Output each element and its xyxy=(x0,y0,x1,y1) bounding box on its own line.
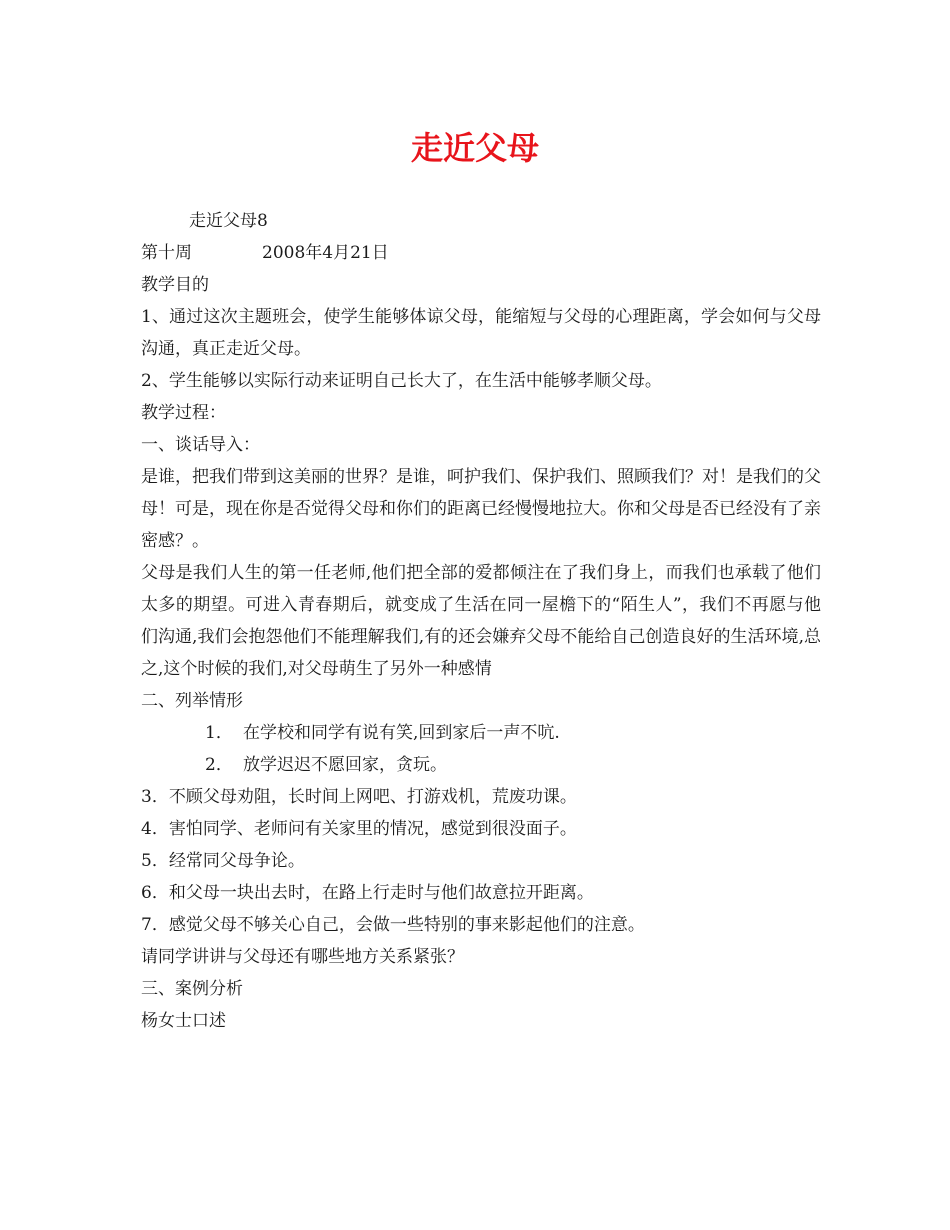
purpose-item-1: 1、通过这次主题班会，使学生能够体谅父母，能缩短与父母的心理距离，学会如何与父母沟通，真正走近父母。 xyxy=(141,307,821,359)
list-item-3: 3．不顾父母劝阻，长时间上网吧、打游戏机，荒废功课。 xyxy=(141,787,577,807)
meta-row xyxy=(141,237,821,269)
purpose-heading: 教学目的 xyxy=(141,275,209,295)
list-text: 在学校和同学有说有笑,回到家后一声不吭. xyxy=(243,723,560,743)
list-item xyxy=(141,717,821,749)
process-heading: 教学过程： xyxy=(141,403,226,423)
part1-paragraph-1: 是谁，把我们带到这美丽的世界？是谁，呵护我们、保护我们、照顾我们？对！是我们的父母！可是，现在你是否觉得父母和你们的距离已经慢慢地拉大。你和父母是否已经没有了亲密感？。 xyxy=(141,467,821,551)
purpose-item-2: 2、学生能够以实际行动来证明自己长大了，在生活中能够孝顺父母。 xyxy=(141,371,662,391)
part3-heading: 三、案例分析 xyxy=(141,979,243,999)
part1-heading: 一、谈话导入： xyxy=(141,435,260,455)
document-body xyxy=(141,205,821,1037)
week-label: 第十周 xyxy=(141,243,192,263)
list-text: 放学迟迟不愿回家，贪玩。 xyxy=(243,755,447,775)
part2-heading: 二、列举情形 xyxy=(141,691,243,711)
subtitle: 走近父母8 xyxy=(189,211,268,231)
document-title: 走近父母 xyxy=(410,129,539,167)
list-number: 1． xyxy=(205,723,233,743)
list-item-4: 4．害怕同学、老师问有关家里的情况，感觉到很没面子。 xyxy=(141,819,577,839)
list-item-5: 5．经常同父母争论。 xyxy=(141,851,305,871)
date-label: 2008年4月21日 xyxy=(262,243,389,263)
discussion-question: 请同学讲讲与父母还有哪些地方关系紧张？ xyxy=(141,947,464,967)
list-item-7: 7．感觉父母不够关心自己，会做一些特别的事来影起他们的注意。 xyxy=(141,915,645,935)
list-item xyxy=(141,749,821,781)
list-number: 2． xyxy=(205,755,233,775)
case-speaker: 杨女士口述 xyxy=(141,1011,226,1031)
part1-paragraph-2: 父母是我们人生的第一任老师,他们把全部的爱都倾注在了我们身上，而我们也承载了他们太多的期望。可进入青春期后，就变成了生活在同一屋檐下的“陌生人”，我们不再愿与他们沟通,我们会抱怨他们不能理解我们,有的还会嫌弃父母不能给自己创造良好的生活环境,总之,这个时候的我们,对父母萌生了另外一种感情 xyxy=(141,563,821,679)
list-item-6: 6．和父母一块出去时，在路上行走时与他们故意拉开距离。 xyxy=(141,883,594,903)
